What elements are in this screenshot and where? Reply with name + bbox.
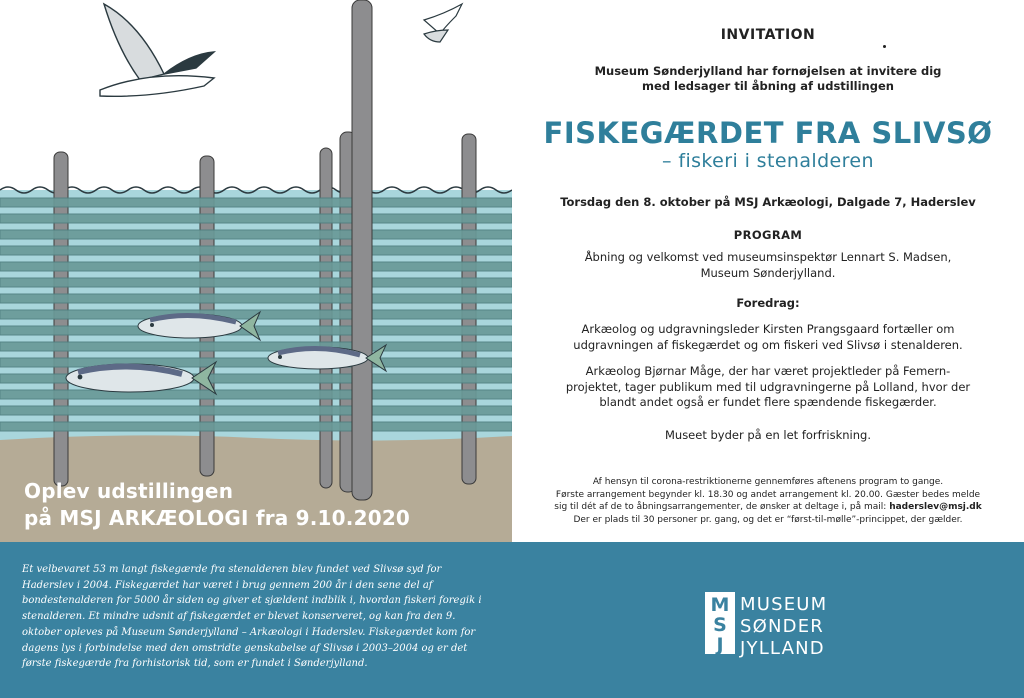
notice-line-2: Første arrangement begynder kl. 18.30 og andet arrangement kl. 20.00. Gæster bedes melde [555,489,981,500]
tall-post [352,0,372,500]
exhibition-title: FISKEGÆRDET FRA SLIVSØ [543,116,993,150]
notice-email-link[interactable]: haderslev@msj.dk [889,502,982,512]
lecture-2-line-1: Arkæolog Bjørnar Måge, der har været projektleder på Femern- [585,364,951,378]
lecture-1 [542,322,994,353]
seagull-small-icon [424,4,462,42]
logo-letter-m: M [710,594,730,616]
lecture-1-line-2: udgravningen af fiskegærdet og om fiskeri ved Slivsø i stenalderen. [573,337,963,352]
notice-line-3 [522,501,1014,514]
opening-text [542,250,994,281]
logo-word-sonder: SØNDER [740,616,824,637]
intro-line-2: med ledsager til åbning af udstillingen [642,79,894,93]
exhibition-subtitle: – fiskeri i stenalderen [662,150,874,172]
logo-letter-j: J [716,634,724,654]
lecture-2 [542,364,994,411]
lecture-2-line-2: projektet, tager publikum med til udgravningerne på Lolland, hvor der [565,379,971,394]
refreshment-text: Museet byder på en let forfriskning. [664,428,871,442]
overlay-line-2: på MSJ ARKÆOLOGI fra 9.10.2020 [24,506,411,530]
notice-line-3-text: sig til dét af de to åbningsarrangementer, de ønsker at deltage i, på mail: [554,502,887,512]
logo-word-museum: MUSEUM [740,594,828,615]
logo-word-jylland: JYLLAND [740,638,825,659]
exhibition-overlay [24,478,410,532]
fish-fence-illustration [0,0,512,542]
decorative-dot [883,45,886,48]
opening-line-2: Museum Sønderjylland. [700,265,836,280]
notice-line-4: Der er plads til 30 personer pr. gang, og det er “først-til-mølle”-princippet, der gælder. [573,514,963,525]
info-band [0,542,1024,698]
band-description: Et velbevaret 53 m langt fiskegærde fra stenalderen blev fundet ved Slivsø syd for Haderslev i 2004. Fiskegærdet har været i brug gennem 200 år i den sene del af bondestenalderen for 5000 år siden og giver et sjældent indblik i, hvordan fiskeri foregik i stenalderen. Et mindre udsnit af fiskegærdet er blevet konserveret, og kan fra den 9. oktober opleves på Museum Sønderjylland – Arkæologi i Haderslev. Fiskegærdet kom for dagens lys i forbindelse med den omstridte genskabelse af Slivsø i 2003–2004 og er det første fiskegærde fra forhistorisk tid, som er fundet i Sønderjylland. [22,564,482,670]
lecture-2-line-3: blandt andet også er fundet flere spændende fiskegærder. [599,395,937,409]
intro-line-1: Museum Sønderjylland har fornøjelsen at invitere dig [594,64,942,78]
invitation-panel [512,0,1024,542]
program-heading: PROGRAM [733,228,803,242]
overlay-line-1: Oplev udstillingen [24,479,234,503]
msj-logo-icon [705,592,735,654]
event-date-location: Torsdag den 8. oktober på MSJ Arkæologi, Dalgade 7, Haderslev [560,195,976,209]
logo-letter-s: S [713,614,727,636]
invitation-heading: INVITATION [720,27,816,43]
lectures-heading: Foredrag: [736,296,800,310]
corona-notice [522,476,1014,526]
invitation-intro [512,64,1024,94]
notice-line-1: Af hensyn til corona-restriktionerne gennemføres aftenens program to gange. [592,477,944,487]
opening-line-1: Åbning og velkomst ved museumsinspektør Lennart S. Madsen, [584,250,952,264]
lecture-1-line-1: Arkæolog og udgravningsleder Kirsten Prangsgaard fortæller om [581,322,955,336]
seagull-icon [100,4,214,96]
